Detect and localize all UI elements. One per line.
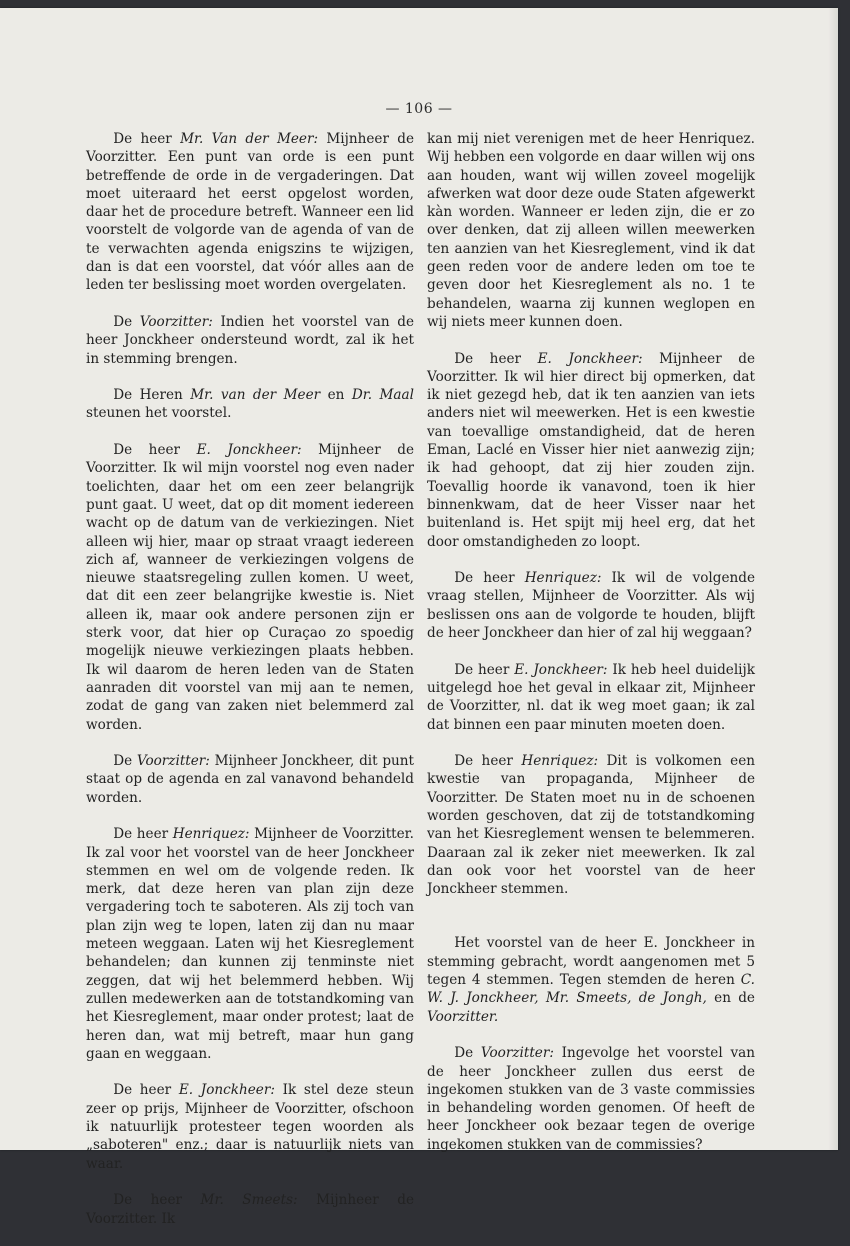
speaker-name: Mr. Van der Meer:: [180, 131, 319, 147]
paragraph-text-2: en de: [706, 990, 755, 1007]
speaker-prefix: De heer: [113, 442, 197, 459]
speaker-name: Henriquez:: [172, 826, 250, 843]
speaker-prefix: De heer: [113, 1192, 201, 1209]
paragraph-text: kan mij niet verenigen met de heer Henriquez. Wij hebben een volgorde en daar willen wij ons aan houden, want wij willen zoveel mogelijk afwerken wat door deze oude Staten afgewerkt kàn worden. Wanneer er leden zijn, die er zo over denken, dat zij alleen willen meewerken ten aanzien van het Kiesreglement, vind ik dat geen reden voor de andere leden om toe te geven door het Kiesreglement als no. 1 te behandelen, waarna zij kunnen weglopen en wij niets meer kunnen doen.: [427, 131, 755, 330]
paragraph: [427, 130, 755, 331]
speaker-prefix: De: [454, 1045, 481, 1062]
speaker-prefix: De heer: [113, 826, 173, 843]
speaker-name: Voorzitter:: [136, 753, 210, 770]
paragraph-text: en: [320, 387, 352, 404]
paragraph-text: Mijnheer de Voorzitter. Ik wil hier direct bij opmerken, dat ik niet gezegd heb, dat ik ten aanzien van iets anders niet wil meewerken. Het is een kwestie van toevallige omstandigheid, dat de heren Eman, Laclé en Visser hier niet aanwezig zijn; ik had gehoopt, dat zij hier zouden zijn. Toevallig hoorde ik vanavond, toen ik hier binnenkwam, dat de heer Visser naar het buitenland is. Het spijt mij heel erg, dat het door omstandigheden zo loopt.: [427, 350, 755, 550]
document-page: [0, 8, 838, 1227]
paragraph-text: Het voorstel van de heer E. Jonckheer in stemming gebracht, wordt aangenomen met 5 tegen 4 stemmen. Tegen stemden de heren: [427, 935, 755, 989]
speaker-prefix: De: [113, 753, 137, 770]
speaker-prefix: De: [113, 313, 140, 330]
paragraph-text: Ik heb heel duidelijk uitgelegd hoe het geval in elkaar zit, Mijnheer de Voorzitter, nl. dat ik weg moet gaan; ik zal dat binnen een paar minuten moeten doen.: [427, 661, 755, 733]
paragraph: [427, 569, 755, 642]
right-column: [427, 130, 755, 1172]
paragraph: [86, 313, 414, 368]
paragraph-text: Mijnheer de Voorzitter. Ik zal voor het voorstel van de heer Jonckheer stemmen en wel om de volgende reden. Ik merk, dat deze heren van plan zijn deze vergadering toch te saboteren. Als zij toch van plan zijn weg te lopen, laten zij dan nu maar meteen weggaan. Laten wij het Kiesreglement behandelen; dan kunnen zij tenminste niet zeggen, dat wij het belemmerd hebben. Wij zullen medewerken aan de totstandkoming van het Kiesreglement, maar onder protest; laat de heren dan, wat mij betreft, maar hun gang gaan en weggaan.: [86, 826, 415, 1062]
speaker-prefix: De heer: [113, 1082, 179, 1099]
speaker-name: Voorzitter:: [480, 1045, 554, 1062]
paragraph-text: Ingevolge het voorstel van de heer Jonckheer zullen dus eerst de ingekomen stukken van de 3 vaste commissies in behandeling worden genomen. Of heeft de heer Jonckheer ook bezaar tegen de overige ingekomen stukken van de commissies?: [427, 1045, 755, 1153]
paragraph: [427, 350, 755, 551]
paragraph-text-2: steunen het voorstel.: [86, 405, 232, 422]
speaker-name: Henriquez:: [521, 753, 599, 770]
paragraph-text: Ik stel deze steun zeer op prijs, Mijnheer de Voorzitter, ofschoon ik natuurlijk protesteer tegen woorden als „saboteren" enz.; daar is natuurlijk niets van waar.: [86, 1082, 415, 1172]
paragraph: [86, 752, 414, 807]
paragraph-text: Mijnheer de Voorzitter. Ik: [86, 1192, 414, 1227]
speaker-name: E. Jonckheer:: [178, 1082, 275, 1099]
speaker-name: Mr. Smeets:: [200, 1192, 298, 1209]
paragraph: [86, 1191, 414, 1228]
speaker-prefix: De heer: [454, 753, 522, 770]
voter-names: C. W. J. Jonckheer, Mr. Smeets, de Jongh,: [427, 972, 755, 1007]
speaker-prefix: De heer: [454, 350, 538, 367]
speaker-prefix: De heer: [454, 661, 515, 678]
paragraph-text: Mijnheer Jonckheer, dit punt staat op de agenda en zal vanavond behandeld worden.: [86, 753, 414, 806]
vote-result-paragraph: [427, 934, 755, 1025]
paragraph: [86, 441, 414, 734]
paragraph: [427, 1044, 755, 1154]
speaker-prefix: De Heren: [113, 387, 191, 404]
paragraph: [86, 386, 414, 423]
speaker-name: E. Jonckheer:: [196, 442, 302, 459]
speaker-name-2: Dr. Maal: [351, 387, 414, 404]
speaker-prefix: De heer: [113, 131, 181, 147]
speaker-name: E. Jonckheer:: [514, 661, 608, 678]
paragraph-text: Mijnheer de Voorzitter. Een punt van orde is een punt betreffende de orde in de vergaderingen. Dat moet uiteraard het eerst opgelost worden, daar het de procedure betreft. Wanneer een lid voorstelt de volgorde van de agenda of van de te verwachten agenda enigszins te wijzigen, dan is dat een voorstel, dat vóór alles aan de leden ter beslissing moet worden overgelaten.: [86, 131, 415, 294]
speaker-name: Henriquez:: [524, 570, 602, 587]
paragraph: [86, 130, 414, 295]
paragraph-text: Ik wil de volgende vraag stellen, Mijnheer de Voorzitter. Als wij beslissen ons aan de volgorde te houden, blijft de heer Jonckheer dan hier of zal hij weggaan?: [427, 570, 755, 642]
paragraph: [427, 752, 755, 898]
paragraph-text: Mijnheer de Voorzitter. Ik wil mijn voorstel nog even nader toelichten, daar het om een zeer belangrijk punt gaat. U weet, dat op dit moment iedereen wacht op de datum van de verkiezingen. Niet alleen wij hier, maar op straat vraagt iedereen zich af, wanneer de verkiezingen volgens de nieuwe staatsregeling zullen komen. U weet, dat dit een zeer belangrijke kwestie is. Niet alleen ik, maar ook andere personen zijn er sterk voor, dat hier op Curaçao zo spoedig mogelijk nieuwe verkiezingen plaats hebben. Ik wil daarom de heren leden van de Staten aanraden dit voorstel van mij aan te nemen, zodat de gang van zaken niet belemmerd zal worden.: [86, 442, 414, 733]
speaker-name: E. Jonckheer:: [537, 350, 643, 367]
speaker-name: Mr. van der Meer: [190, 387, 321, 404]
left-column: [86, 130, 414, 1246]
speaker-name: Voorzitter:: [139, 313, 213, 330]
paragraph: [86, 825, 414, 1063]
paragraph-text: Indien het voorstel van de heer Jonckheer ondersteund wordt, zal ik het in stemming brengen.: [86, 313, 414, 367]
speaker-prefix: De heer: [454, 570, 525, 587]
page-number: — 106 —: [385, 101, 453, 117]
paragraph: [427, 661, 755, 734]
paragraph: [86, 1081, 414, 1172]
paragraph-text: Dit is volkomen een kwestie van propaganda, Mijnheer de Voorzitter. De Staten moet nu in de schoenen worden geschoven, dat zij de totstandkoming van het Kiesreglement wensen te belemmeren. Daaraan zal ik zeker niet meewerken. Ik zal dan ook voor het voorstel van de heer Jonckheer stemmen.: [427, 753, 756, 898]
voter-names-2: Voorzitter.: [427, 1008, 499, 1025]
